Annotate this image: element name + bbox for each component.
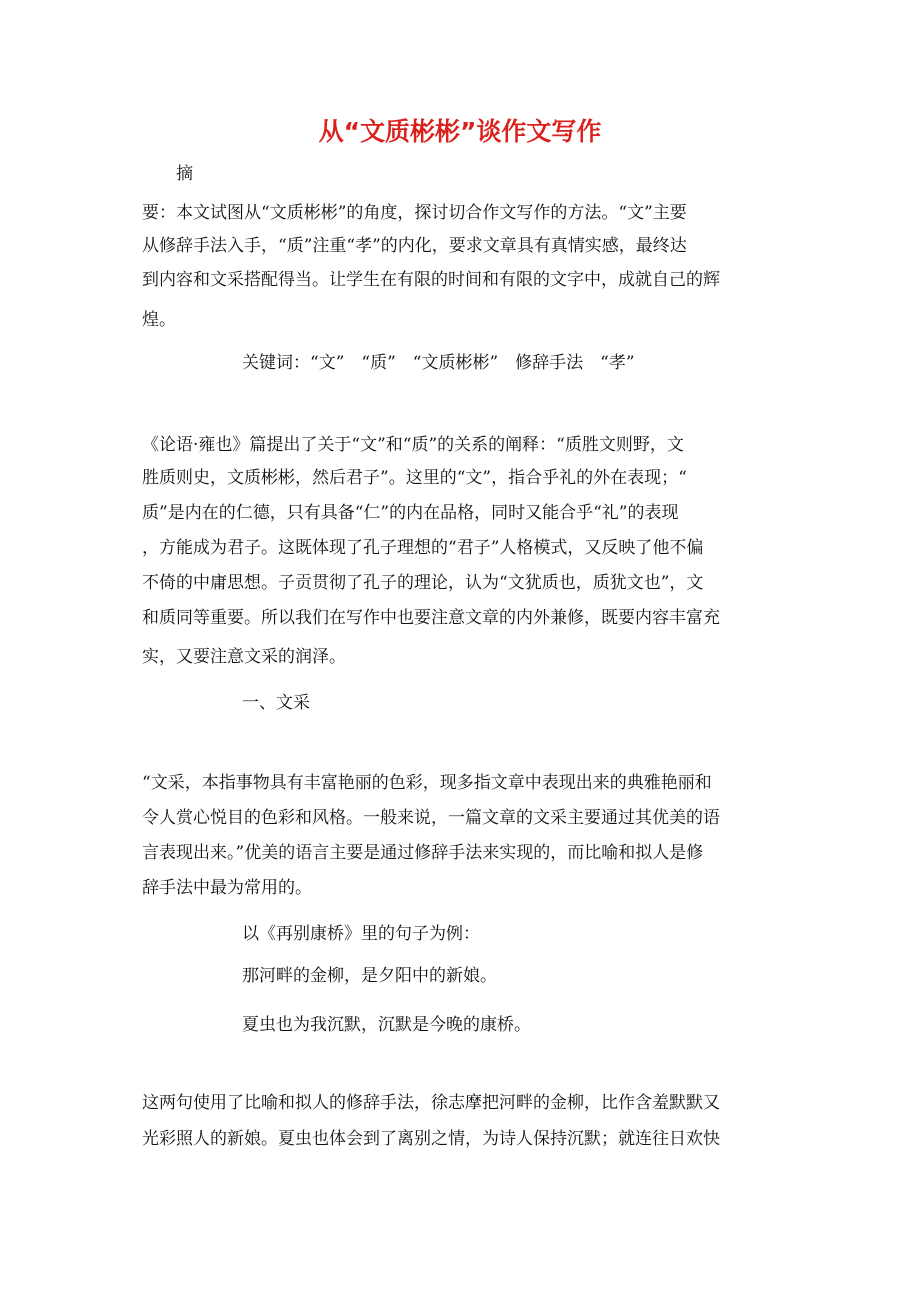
paragraph-line: 不倚的中庸思想。子贡贯彻了孔子的理论，认为“文犹质也，质犹文也”，文: [142, 573, 704, 593]
paragraph-line: 言表现出来。”优美的语言主要是通过修辞手法来实现的，而比喻和拟人是修: [142, 843, 704, 863]
paragraph-line: 辞手法中最为常用的。: [142, 878, 312, 898]
poem-line: 那河畔的金柳，是夕阳中的新娘。: [242, 966, 497, 986]
paragraph-line: 令人赏心悦目的色彩和风格。一般来说，一篇文章的文采主要通过其优美的语: [142, 808, 720, 828]
poem-line: 夏虫也为我沉默，沉默是今晚的康桥。: [242, 1015, 531, 1035]
paragraph-line: 实，又要注意文采的润泽。: [142, 647, 346, 667]
abstract-line: 到内容和文采搭配得当。让学生在有限的时间和有限的文字中，成就自己的辉: [142, 270, 720, 290]
paragraph-line: “文采，本指事物具有丰富艳丽的色彩，现多指文章中表现出来的典雅艳丽和: [142, 773, 712, 793]
paragraph-line: 质”是内在的仁德，只有具备“仁”的内在品格，同时又能合乎“礼”的表现: [142, 503, 679, 523]
example-intro: 以《再别康桥》里的句子为例：: [242, 924, 480, 944]
paragraph-line: 胜质则史，文质彬彬，然后君子”。这里的“文”，指合乎礼的外在表现；“: [142, 468, 687, 488]
paragraph-line: 《论语·雍也》篇提出了关于“文”和“质”的关系的阐释：“质胜文则野，文: [142, 435, 684, 455]
paragraph-line: 光彩照人的新娘。夏虫也体会到了离别之情，为诗人保持沉默；就连往日欢快: [142, 1129, 720, 1149]
keywords-line: 关键词：“文” “质” “文质彬彬” 修辞手法 “孝”: [242, 353, 635, 373]
paragraph-line: 和质同等重要。所以我们在写作中也要注意文章的内外兼修，既要内容丰富充: [142, 608, 720, 628]
paragraph-line: ，方能成为君子。这既体现了孔子理想的“君子”人格模式，又反映了他不偏: [142, 538, 704, 558]
abstract-line: 煌。: [142, 310, 176, 330]
abstract-line: 从修辞手法入手，“质”注重“孝”的内化，要求文章具有真情实感，最终达: [142, 236, 687, 256]
abstract-label: 摘: [176, 164, 193, 184]
document-title: 从“文质彬彬”谈作文写作: [318, 117, 602, 146]
abstract-line: 要：本文试图从“文质彬彬”的角度，探讨切合作文写作的方法。“文”主要: [142, 203, 687, 223]
section-heading: 一、文采: [242, 693, 310, 713]
paragraph-line: 这两句使用了比喻和拟人的修辞手法，徐志摩把河畔的金柳，比作含羞默默又: [142, 1093, 720, 1113]
